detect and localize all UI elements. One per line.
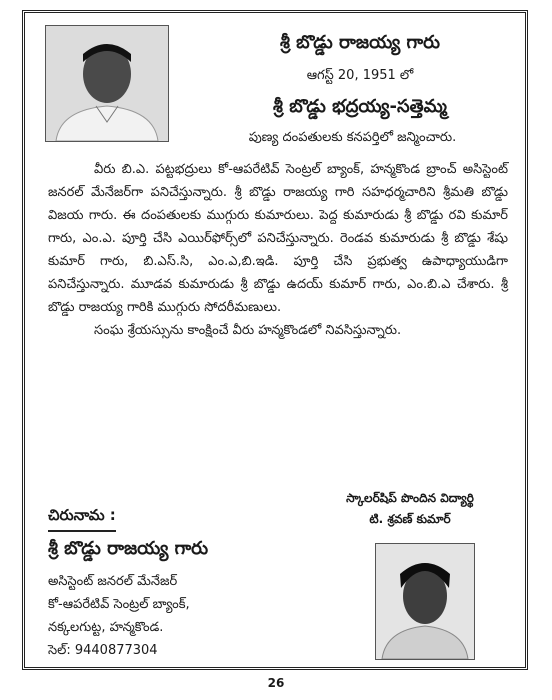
portrait-student-image bbox=[376, 544, 474, 659]
address-phone: సెల్: 9440877304 bbox=[48, 643, 158, 658]
address-block bbox=[48, 570, 368, 662]
biography-text bbox=[48, 158, 508, 342]
student-photo bbox=[375, 543, 475, 660]
address-heading: చిరునామ : bbox=[48, 506, 116, 532]
scholarship-student: టి. శ్రవణ్ కుమార్ bbox=[369, 512, 451, 526]
scholarship-label: స్కాలర్‌షిప్ పొందిన విద్యార్థి bbox=[346, 491, 474, 505]
birth-date: ఆగస్ట్ 20, 1951 లో bbox=[306, 68, 414, 83]
page-number: 26 bbox=[267, 676, 285, 690]
portrait-photo bbox=[45, 25, 169, 142]
parents-name: శ్రీ బొడ్డు భద్రయ్య-సత్తెమ్మ bbox=[273, 96, 447, 117]
address-name: శ్రీ బొడ్డు రాజయ్య గారు bbox=[48, 538, 209, 559]
address-line-2: కో-ఆపరేటివ్ సెంట్రల్ బ్యాంక్, bbox=[48, 597, 190, 612]
scholarship-caption bbox=[300, 488, 520, 530]
biography-paragraph-1: వీరు బి.ఎ. పట్టభద్రులు కో-ఆపరేటివ్ సెంట్రల్ బ్యాంక్, హన్మకొండ బ్రాంచ్ అసిస్టెంట్ జనరల్ మేనేజర్‌గా పనిచేస్తున్నారు. శ్రీ బొడ్డు రాజయ్య గారి సహధర్మచారిని శ్రీమతి బొడ్డు విజయ గారు. ఈ దంపతులకు ముగ్గురు కుమారులు. పెద్ద కుమారుడు శ్రీ బొడ్డు రవి కుమార్ గారు, ఎం.ఎ. పూర్తి చేసి ఎయిర్‌ఫోర్స్‌లో పనిచేస్తున్నారు. రెండవ కుమారుడు శ్రీ బొడ్డు శేషు కుమార్ గారు, బి.ఎస్.సి, ఎం.ఎ,బి.ఇడి. పూర్తి చేసి ప్రభుత్వ ఉపాధ్యాయుడిగా పనిచేస్తున్నారు. మూడవ కుమారుడు శ్రీ బొడ్డు ఉదయ్ కుమార్ గారు, ఎం.బి.ఎ చేశారు. శ్రీ బొడ్డు రాజయ్య గారికి ముగ్గురు సోదరీమణులు. bbox=[48, 162, 508, 315]
biography-paragraph-2: సంఘ శ్రేయస్సును కాంక్షించే వీరు హన్మకొండలో నివసిస్తున్నారు. bbox=[94, 323, 402, 338]
birth-place-line: పుణ్య దంపతులకు కనపర్తిలో జన్మించారు. bbox=[248, 130, 457, 145]
address-line-1: అసిస్టెంట్ జనరల్ మేనేజర్ bbox=[48, 574, 178, 589]
portrait-man-image bbox=[46, 26, 168, 141]
person-name-title: శ్రీ బొడ్డు రాజయ్య గారు bbox=[279, 32, 441, 53]
address-line-3: నక్కలగుట్ట, హన్మకొండ. bbox=[48, 620, 164, 635]
